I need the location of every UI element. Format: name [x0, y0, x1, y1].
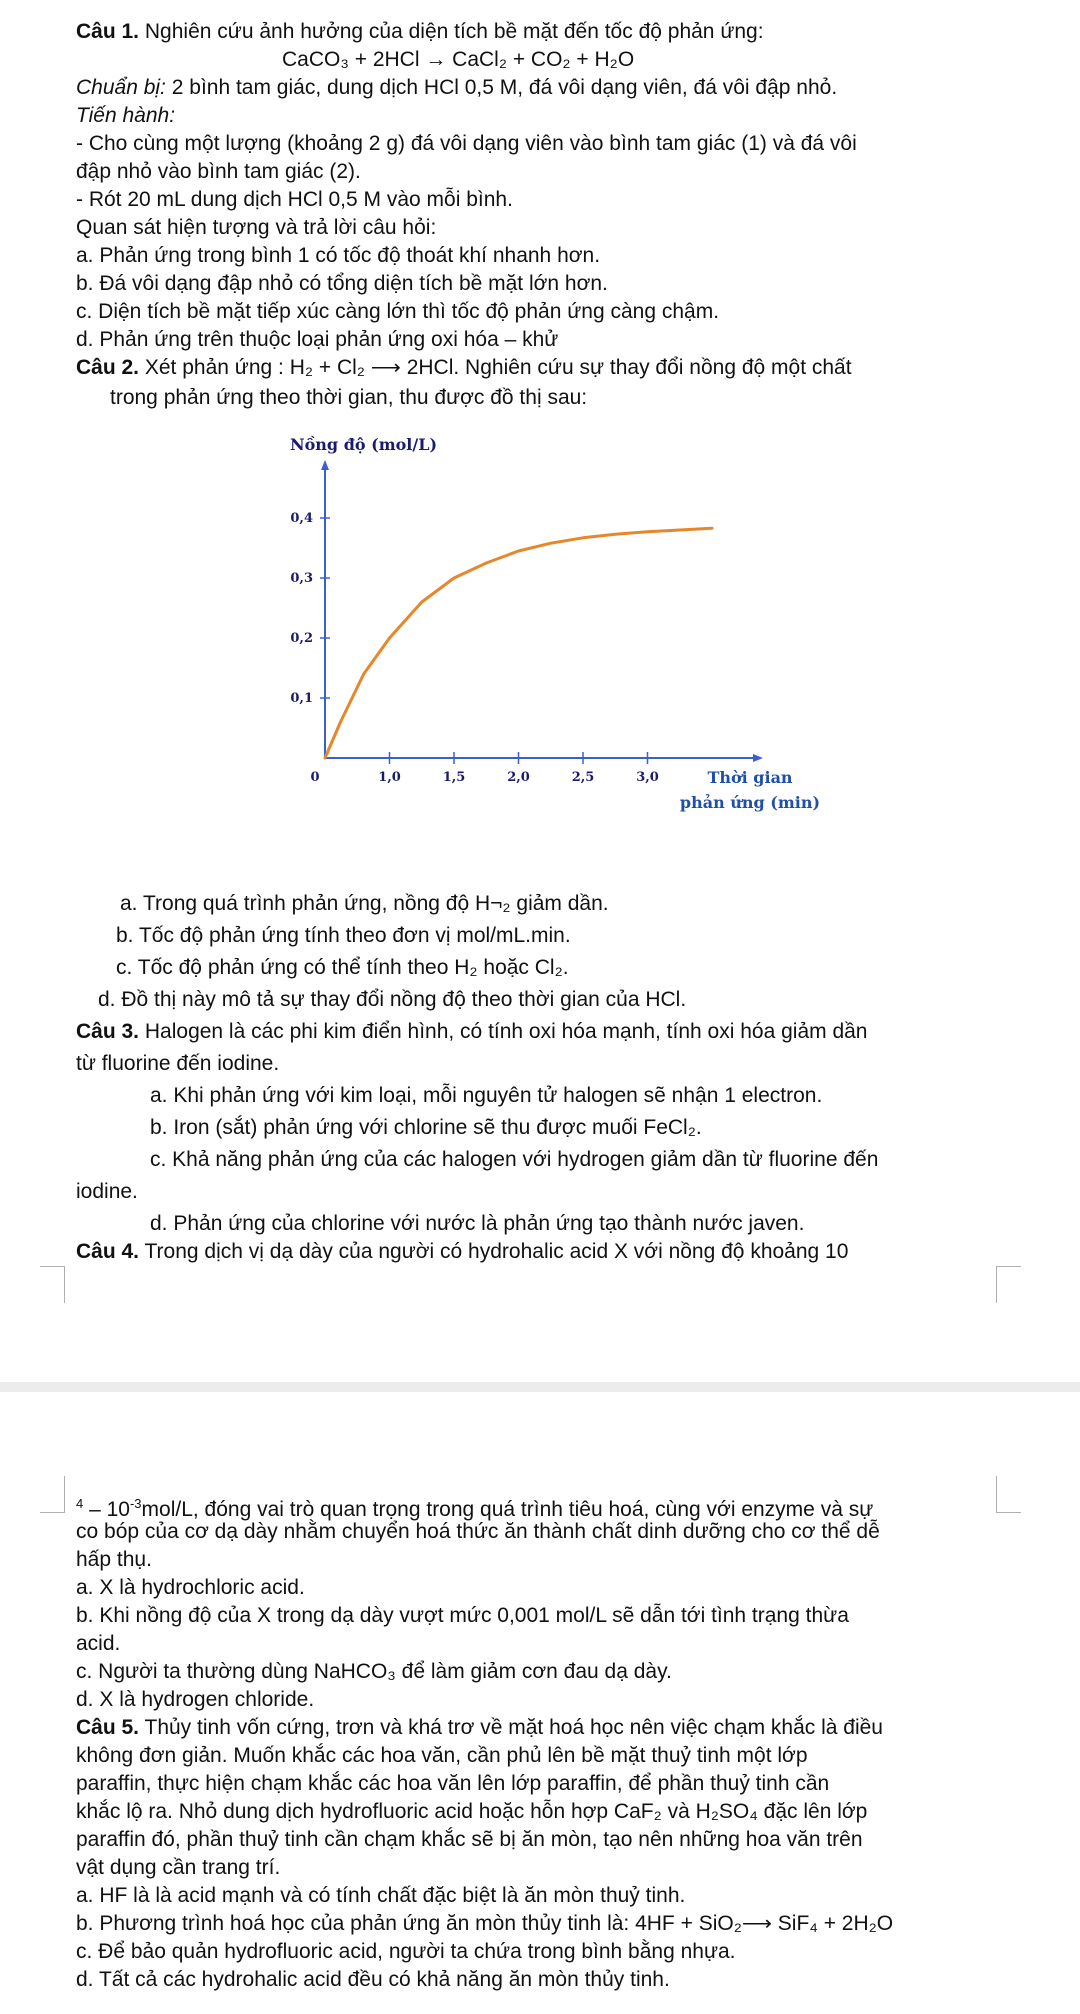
q4-line2: co bóp của cơ dạ dày nhằm chuyển hoá thức ăn thành chất dinh dưỡng cho cơ thể dễ — [76, 1520, 880, 1543]
q3-title — [76, 1018, 868, 1046]
q4-option-a: a. X là hydrochloric acid. — [76, 1576, 305, 1599]
q5-line4: khắc lộ ra. Nhỏ dung dịch hydrofluoric acid hoặc hỗn hợp CaF₂ và H₂SO₄ đặc lên lớp — [76, 1800, 868, 1823]
q3-title-label: Câu 3. — [76, 1020, 140, 1043]
q4-mid: – 10 — [83, 1498, 130, 1521]
q5-title — [76, 1714, 883, 1742]
chart-y-tick-label: 0,3 — [290, 571, 313, 586]
chart-y-tick-label: 0,4 — [290, 511, 313, 526]
page-corner-mark — [40, 1476, 65, 1513]
q3-title-text: Halogen là các phi kim điển hình, có tính oxi hóa mạnh, tính oxi hóa giảm dần — [144, 1020, 868, 1043]
q1-option-b: b. Đá vôi dạng đập nhỏ có tổng diện tích bề mặt lớn hơn. — [76, 272, 608, 295]
chart-series-line — [325, 528, 712, 758]
chart-xlabel-line2: phản ứng (min) — [679, 793, 820, 812]
q2-option-a: a. Trong quá trình phản ứng, nồng độ H¬₂ giảm dần. — [120, 892, 609, 915]
q4-title-text: Trong dịch vị dạ dày của người có hydrohalic acid X với nồng độ khoảng 10 — [144, 1240, 849, 1263]
q4-option-c: c. Người ta thường dùng NaHCO₃ để làm giảm cơn đau dạ dày. — [76, 1660, 672, 1683]
q1-prep-label: Chuẩn bị: — [76, 76, 166, 99]
q4-title-label: Câu 4. — [76, 1240, 140, 1263]
page-corner-mark — [996, 1476, 1021, 1513]
page-break — [0, 1382, 1080, 1392]
chart-y-tick-label: 0,2 — [290, 631, 313, 646]
q4-line3: hấp thụ. — [76, 1548, 152, 1571]
chart-y-arrow — [321, 460, 329, 470]
q5-option-d: d. Tất cả các hydrohalic acid đều có khả năng ăn mòn thủy tinh. — [76, 1968, 670, 1991]
q5-line5: paraffin đó, phần thuỷ tinh cần chạm khắc sẽ bị ăn mòn, tạo nên những hoa văn trên — [76, 1828, 863, 1851]
chart-x-tick-label: 3,0 — [636, 770, 659, 785]
q4-rest: mol/L, đóng vai trò quan trọng trong quá trình tiêu hoá, cùng với enzyme và sự — [141, 1498, 874, 1521]
q1-step1b: đập nhỏ vào bình tam giác (2). — [76, 160, 361, 183]
q4-option-d: d. X là hydrogen chloride. — [76, 1688, 315, 1711]
q5-title-text: Thủy tinh vốn cứng, trơn và khá trơ về mặt hoá học nên việc chạm khắc là điều — [144, 1716, 883, 1739]
q5-option-a: a. HF là là acid mạnh và có tính chất đặc biệt là ăn mòn thuỷ tinh. — [76, 1884, 686, 1907]
q3-option-c2: iodine. — [76, 1180, 138, 1203]
q1-option-a: a. Phản ứng trong bình 1 có tốc độ thoát khí nhanh hơn. — [76, 244, 601, 267]
chart-x-tick-label: 2,0 — [507, 770, 530, 785]
q5-line6: vật dụng cần trang trí. — [76, 1856, 281, 1879]
q3-option-b: b. Iron (sắt) phản ứng với chlorine sẽ thu được muối FeCl₂. — [150, 1116, 702, 1139]
q4-option-b2: acid. — [76, 1632, 121, 1655]
q3-option-c1: c. Khả năng phản ứng của các halogen với hydrogen giảm dần từ fluorine đến — [150, 1148, 879, 1171]
q5-title-label: Câu 5. — [76, 1716, 140, 1739]
page-corner-mark — [996, 1266, 1021, 1303]
q2-option-c: c. Tốc độ phản ứng có thể tính theo H₂ hoặc Cl₂. — [116, 956, 569, 979]
q1-option-c: c. Diện tích bề mặt tiếp xúc càng lớn thì tốc độ phản ứng càng chậm. — [76, 300, 720, 323]
chart-origin-label: 0 — [310, 770, 320, 785]
chart-ylabel: Nồng độ (mol/L) — [290, 435, 438, 454]
q2-line2: trong phản ứng theo thời gian, thu được đồ thị sau: — [110, 386, 588, 409]
concentration-chart — [280, 428, 820, 828]
q1-equation: CaCO₃ + 2HCl → CaCl₂ + CO₂ + H₂O — [282, 48, 635, 71]
chart-x-arrow — [753, 754, 763, 762]
q2-title — [76, 354, 852, 382]
q1-observe: Quan sát hiện tượng và trả lời câu hỏi: — [76, 216, 437, 239]
chart-x-tick-label: 2,5 — [571, 770, 595, 785]
chart-x-tick-label: 1,0 — [378, 770, 401, 785]
q5-line2: không đơn giản. Muốn khắc các hoa văn, cần phủ lên bề mặt thuỷ tinh một lớp — [76, 1744, 808, 1767]
q3-option-a: a. Khi phản ứng với kim loại, mỗi nguyên tử halogen sẽ nhận 1 electron. — [150, 1084, 823, 1107]
q3-option-d: d. Phản ứng của chlorine với nước là phản ứng tạo thành nước javen. — [150, 1212, 805, 1235]
q5-option-b: b. Phương trình hoá học của phản ứng ăn mòn thủy tinh là: 4HF + SiO₂⟶ SiF₄ + 2H₂O — [76, 1912, 894, 1935]
q1-option-d: d. Phản ứng trên thuộc loại phản ứng oxi hóa – khử — [76, 328, 559, 351]
q3-line2: từ fluorine đến iodine. — [76, 1052, 280, 1075]
chart-y-tick-label: 0,1 — [290, 691, 313, 706]
q1-step1a: - Cho cùng một lượng (khoảng 2 g) đá vôi dạng viên vào bình tam giác (1) và đá vôi — [76, 132, 857, 155]
q1-title-label: Câu 1. — [76, 20, 140, 43]
chart-xlabel-line1: Thời gian — [707, 768, 793, 787]
q1-proc-label: Tiến hành: — [76, 104, 176, 127]
q2-option-b: b. Tốc độ phản ứng tính theo đơn vị mol/mL.min. — [116, 924, 571, 947]
q4-title — [76, 1238, 848, 1266]
q1-title-text: Nghiên cứu ảnh hưởng của diện tích bề mặt đến tốc độ phản ứng: — [144, 20, 764, 43]
q1-prep-text: 2 bình tam giác, dung dịch HCl 0,5 M, đá vôi dạng viên, đá vôi đập nhỏ. — [171, 76, 838, 99]
q4-option-b1: b. Khi nồng độ của X trong dạ dày vượt mức 0,001 mol/L sẽ dẫn tới tình trạng thừa — [76, 1604, 849, 1627]
q1-title — [76, 18, 764, 46]
q1-step2: - Rót 20 mL dung dịch HCl 0,5 M vào mỗi bình. — [76, 188, 513, 211]
q5-option-c: c. Để bảo quản hydrofluoric acid, người ta chứa trong bình bằng nhựa. — [76, 1940, 736, 1963]
chart-x-tick-label: 1,5 — [442, 770, 466, 785]
q4-exp2: -3 — [129, 1496, 142, 1511]
q2-title-label: Câu 2. — [76, 356, 140, 379]
q2-title-text: Xét phản ứng : H₂ + Cl₂ ⟶ 2HCl. Nghiên cứu sự thay đổi nồng độ một chất — [144, 356, 852, 379]
q2-option-d: d. Đồ thị này mô tả sự thay đổi nồng độ theo thời gian của HCl. — [98, 988, 687, 1011]
page-corner-mark — [40, 1266, 65, 1303]
q4-exp1: 4 — [76, 1496, 84, 1511]
q5-line3: paraffin, thực hiện chạm khắc các hoa văn lên lớp paraffin, để phần thuỷ tinh cần — [76, 1772, 830, 1795]
q1-prep — [76, 74, 837, 102]
